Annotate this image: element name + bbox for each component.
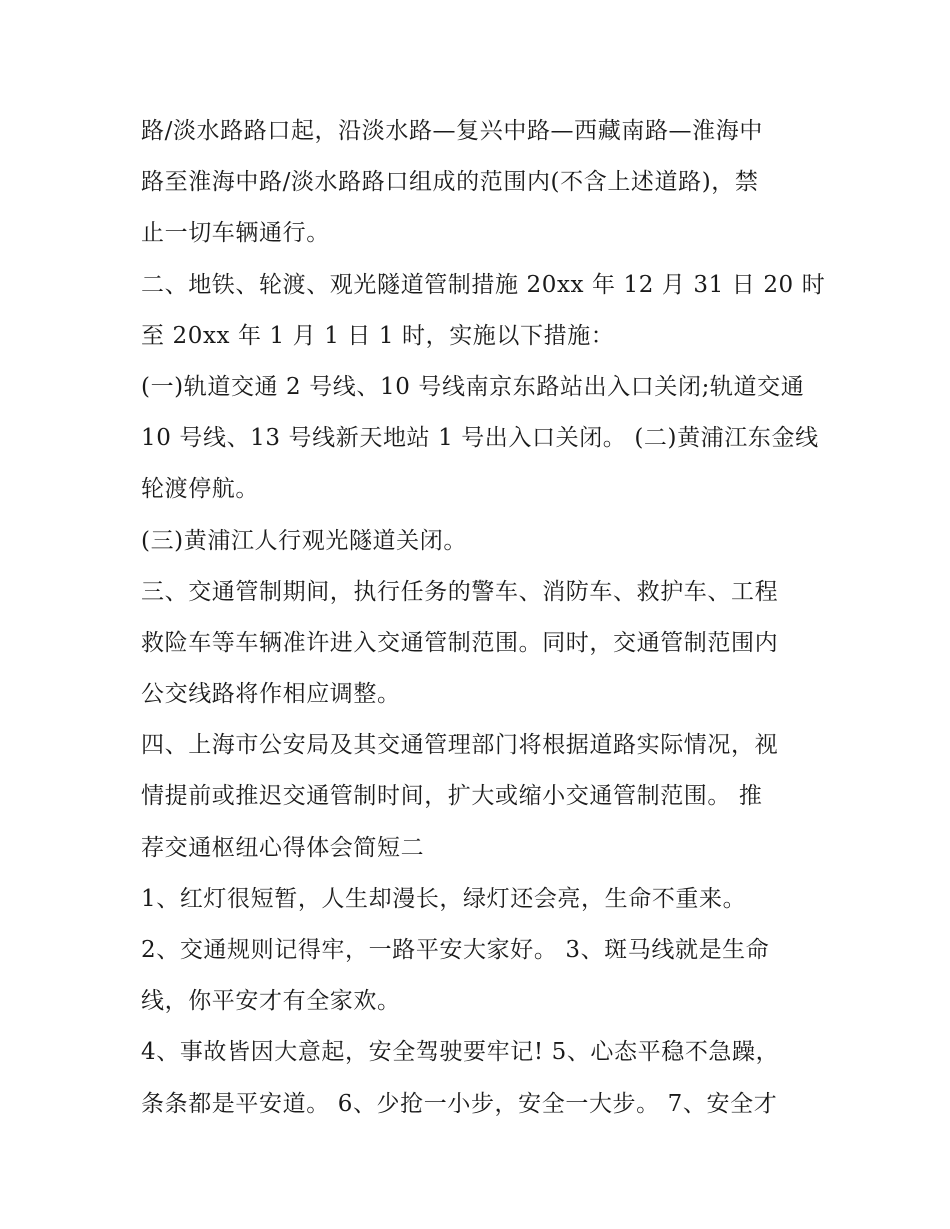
text-line: 公交线路将作相应调整。 xyxy=(141,681,401,708)
text-line: 条条都是平安道。 6、少抢一小步，安全一大步。 7、安全才 xyxy=(141,1090,778,1117)
text-line: (一)轨道交通 2 号线、10 号线南京东路站出入口关闭;轨道交通 xyxy=(141,373,805,400)
text-line: (三)黄浦江人行观光隧道关闭。 xyxy=(141,527,467,554)
text-line: 二、地铁、轮渡、观光隧道管制措施 20xx 年 12 月 31 日 20 时 xyxy=(141,271,826,298)
document-body xyxy=(141,106,831,1130)
text-line: 线，你平安才有全家欢。 xyxy=(141,988,401,1015)
text-line: 路至淮海中路/淡水路路口组成的范围内(不含上述道路)，禁 xyxy=(141,169,759,196)
text-line: 至 20xx 年 1 月 1 日 1 时，实施以下措施： xyxy=(141,322,615,349)
text-line: 2、交通规则记得牢，一路平安大家好。 3、斑马线就是生命 xyxy=(141,937,770,963)
text-line: 1、红灯很短暂，人生却漫长，绿灯还会亮，生命不重来。 xyxy=(141,885,747,912)
text-line: 救险车等车辆准许进入交通管制范围。同时，交通管制范围内 xyxy=(141,629,779,656)
text-line: 止一切车辆通行。 xyxy=(141,220,330,247)
text-line: 10 号线、13 号线新天地站 1 号出入口关闭。 (二)黄浦江东金线 xyxy=(141,425,819,452)
text-line: 三、交通管制期间，执行任务的警车、消防车、救护车、工程 xyxy=(141,578,779,605)
text-line: 路/淡水路路口起，沿淡水路—复兴中路—西藏南路—淮海中 xyxy=(141,118,763,144)
text-line: 四、上海市公安局及其交通管理部门将根据道路实际情况，视 xyxy=(141,732,779,759)
text-line: 情提前或推迟交通管制时间，扩大或缩小交通管制范围。 推 xyxy=(141,783,763,810)
text-line: 4、事故皆因大意起，安全驾驶要牢记! 5、心态平稳不急躁， xyxy=(141,1039,780,1066)
text-line: 轮渡停航。 xyxy=(141,476,259,503)
text-line: 荐交通枢纽心得体会简短二 xyxy=(141,834,425,861)
